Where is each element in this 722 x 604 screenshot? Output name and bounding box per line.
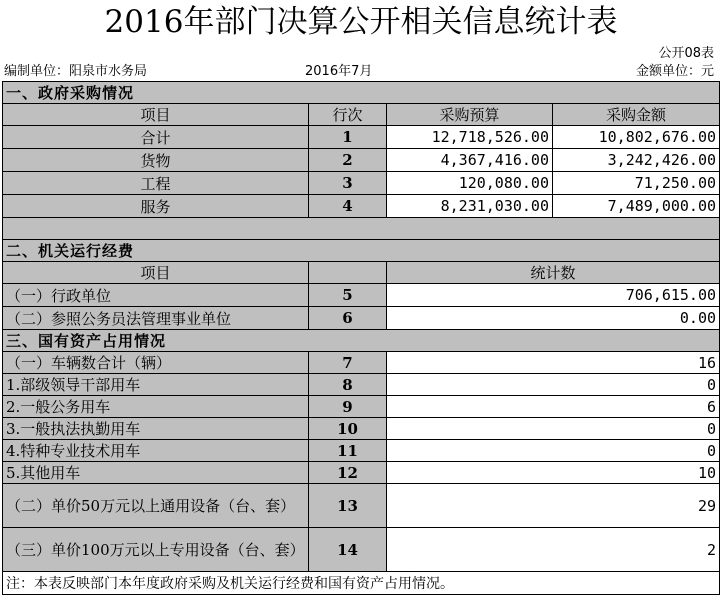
row-line: 12 (309, 462, 387, 484)
row-item: 2.一般公务用车 (3, 396, 309, 418)
row-value[interactable]: 29 (387, 484, 720, 528)
row-line: 11 (309, 440, 387, 462)
table-row (3, 284, 720, 307)
table-note: 注：本表反映部门本年度政府采购及机关运行经费和国有资产占用情况。 (3, 572, 720, 595)
reporting-unit: 编制单位：阳泉市水务局 (4, 64, 148, 79)
row-line: 1 (309, 126, 387, 149)
table-row (3, 307, 720, 330)
row-item: （二）参照公务员法管理事业单位 (3, 307, 309, 330)
table-row (3, 396, 720, 418)
blank-row (3, 218, 720, 240)
section-header-state-assets (3, 330, 720, 352)
row-line: 2 (309, 149, 387, 172)
row-item: （二）单价50万元以上通用设备（台、套） (3, 484, 309, 528)
row-line: 10 (309, 418, 387, 440)
statistics-table (2, 81, 720, 595)
table-row (3, 126, 720, 149)
row-item: 1.部级领导干部用车 (3, 374, 309, 396)
row-line: 8 (309, 374, 387, 396)
column-header-row (3, 104, 720, 126)
row-line: 4 (309, 195, 387, 218)
note-row (3, 572, 720, 595)
table-row (3, 374, 720, 396)
section-title: 二、机关运行经费 (3, 240, 720, 262)
row-budget[interactable]: 8,231,030.00 (387, 195, 553, 218)
section-header-operating-expenses (3, 240, 720, 262)
row-value[interactable]: 10 (387, 462, 720, 484)
row-line: 7 (309, 352, 387, 374)
table-row (3, 172, 720, 195)
table-row (3, 462, 720, 484)
section-title: 三、国有资产占用情况 (3, 330, 720, 352)
row-value[interactable]: 2 (387, 528, 720, 572)
table-row (3, 149, 720, 172)
header-statistic: 统计数 (387, 262, 720, 284)
row-amount[interactable]: 10,802,676.00 (553, 126, 720, 149)
report-date: 2016年7月 (305, 64, 373, 79)
page-title: 2016年部门决算公开相关信息统计表 (104, 4, 618, 40)
row-item: 货物 (3, 149, 309, 172)
row-item: （一）行政单位 (3, 284, 309, 307)
row-amount[interactable]: 3,242,426.00 (553, 149, 720, 172)
table-row (3, 352, 720, 374)
row-value[interactable]: 0.00 (387, 307, 720, 330)
table-row (3, 440, 720, 462)
table-row (3, 528, 720, 572)
amount-unit: 金额单位：元 (635, 64, 714, 79)
row-budget[interactable]: 4,367,416.00 (387, 149, 553, 172)
table-row (3, 195, 720, 218)
row-line: 13 (309, 484, 387, 528)
row-value[interactable]: 0 (387, 418, 720, 440)
row-line: 14 (309, 528, 387, 572)
row-item: 4.特种专业技术用车 (3, 440, 309, 462)
row-item: 服务 (3, 195, 309, 218)
row-budget[interactable]: 12,718,526.00 (387, 126, 553, 149)
header-item: 项目 (3, 104, 309, 126)
row-value[interactable]: 0 (387, 374, 720, 396)
column-header-row (3, 262, 720, 284)
row-line: 6 (309, 307, 387, 330)
row-value[interactable]: 0 (387, 440, 720, 462)
header-line-blank (309, 262, 387, 284)
row-item: （三）单价100万元以上专用设备（台、套） (3, 528, 309, 572)
row-line: 5 (309, 284, 387, 307)
header-amount: 采购金额 (553, 104, 720, 126)
blank-cell (3, 218, 720, 240)
header-budget: 采购预算 (387, 104, 553, 126)
table-row (3, 418, 720, 440)
row-value[interactable]: 16 (387, 352, 720, 374)
header-line: 行次 (309, 104, 387, 126)
section-header-procurement (3, 82, 720, 104)
row-item: 5.其他用车 (3, 462, 309, 484)
form-code: 公开08表 (658, 46, 714, 61)
row-item: 工程 (3, 172, 309, 195)
row-value[interactable]: 706,615.00 (387, 284, 720, 307)
row-item: 合计 (3, 126, 309, 149)
section-title: 一、政府采购情况 (3, 82, 720, 104)
table-row (3, 484, 720, 528)
row-line: 3 (309, 172, 387, 195)
row-value[interactable]: 6 (387, 396, 720, 418)
row-budget[interactable]: 120,080.00 (387, 172, 553, 195)
header-item: 项目 (3, 262, 309, 284)
row-amount[interactable]: 71,250.00 (553, 172, 720, 195)
row-line: 9 (309, 396, 387, 418)
row-amount[interactable]: 7,489,000.00 (553, 195, 720, 218)
row-item: 3.一般执法执勤用车 (3, 418, 309, 440)
row-item: （一）车辆数合计（辆） (3, 352, 309, 374)
